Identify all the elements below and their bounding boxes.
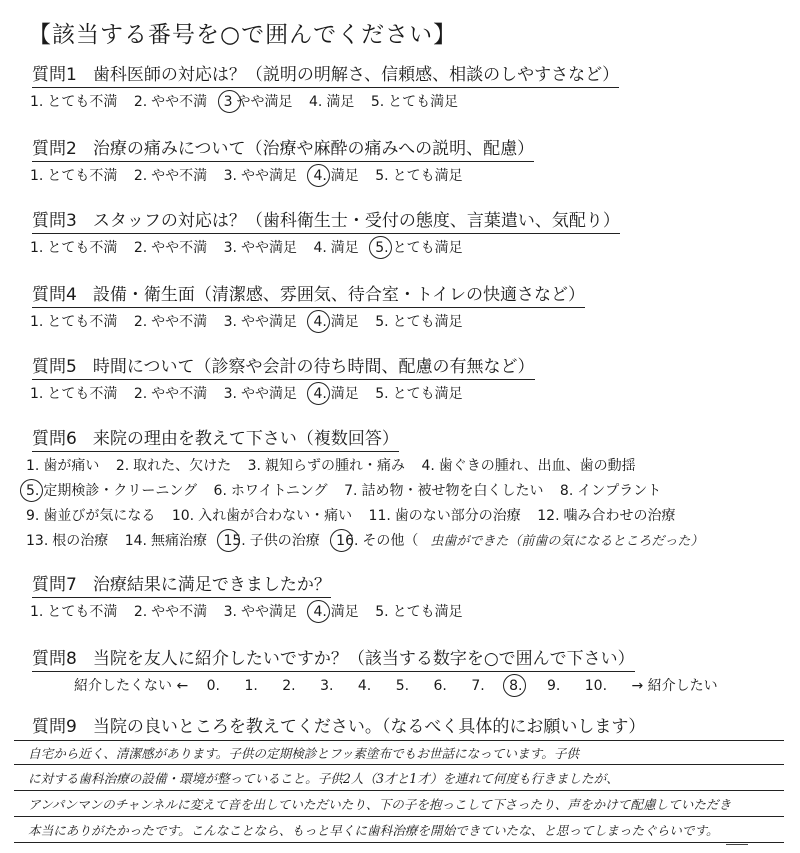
q4-option-4-selected[interactable]: 4. 満足 [313, 314, 359, 330]
q6-item-13[interactable]: 13. 根の治療 [26, 533, 109, 549]
question-7-options [30, 602, 475, 622]
q6-item-2[interactable]: 2. 取れた、欠けた [115, 458, 232, 474]
question-5-heading [32, 356, 535, 380]
question-6-heading [32, 428, 399, 452]
question-1-number: 質問1 [32, 65, 77, 85]
question-5-options [30, 384, 475, 404]
question-7-heading [32, 574, 331, 598]
q6-row-2 [26, 481, 673, 501]
q8-score-2[interactable]: 2. [282, 678, 296, 694]
q6-item-5-selected[interactable]: 5. 定期検診・クリーニング [26, 483, 198, 499]
q7-option-4-selected[interactable]: 4. 満足 [313, 604, 359, 620]
q3-option-4[interactable]: 4. 満足 [313, 240, 359, 256]
question-6-text: 来院の理由を教えて下さい（複数回答） [92, 429, 399, 449]
q2-option-3[interactable]: 3. やや満足 [223, 168, 297, 184]
q1-option-2[interactable]: 2. やや不満 [133, 94, 208, 110]
q6-item-6[interactable]: 6. ホワイトニング [213, 483, 328, 499]
q6-item-7[interactable]: 7. 詰め物・被せ物を白くしたい [344, 483, 544, 499]
q7-option-2[interactable]: 2. やや不満 [133, 604, 208, 620]
q6-item-12[interactable]: 12. 噛み合わせの治療 [537, 508, 676, 524]
q6-row-3 [26, 506, 688, 526]
q8-score-5[interactable]: 5. [395, 678, 410, 694]
q7-option-5[interactable]: 5. とても満足 [375, 604, 463, 620]
q2-option-5[interactable]: 5. とても満足 [375, 168, 463, 184]
question-7-number: 質問7 [32, 575, 77, 595]
q5-option-2[interactable]: 2. やや不満 [133, 386, 208, 402]
q6-other-handwritten: 虫歯ができた（前歯の気になるところだった） [430, 534, 704, 549]
question-4-heading [32, 284, 585, 308]
question-3-number: 質問3 [32, 211, 77, 231]
q5-option-3[interactable]: 3. やや満足 [223, 386, 297, 402]
question-1-options [30, 92, 470, 112]
q8-score-3[interactable]: 3. [320, 678, 334, 694]
q8-score-10[interactable]: 10. [584, 678, 608, 694]
q4-option-2[interactable]: 2. やや不満 [133, 314, 208, 330]
q2-option-4-selected[interactable]: 4. 満足 [313, 168, 359, 184]
question-2-number: 質問2 [32, 139, 77, 159]
q8-left-label: 紹介したくない ← [74, 678, 189, 694]
q1-option-5[interactable]: 5. とても満足 [370, 94, 459, 110]
q6-item-15-selected[interactable]: 15. 子供の治療 [223, 533, 320, 549]
q6-item-14[interactable]: 14. 無痛治療 [124, 533, 207, 549]
q9-comment-line-4: 本当にありがたかったです。こんなことなら、もっと早くに歯科治療を開始できていたな、と思ってしまったぐらいです。 [14, 818, 784, 843]
pen-mark [726, 844, 748, 851]
q6-item-11[interactable]: 11. 歯のない部分の治療 [368, 508, 521, 524]
q4-option-1[interactable]: 1. とても不満 [30, 314, 118, 330]
q5-option-1[interactable]: 1. とても不満 [30, 386, 118, 402]
question-9-number: 質問9 [32, 717, 77, 737]
q2-option-2[interactable]: 2. やや不満 [133, 168, 208, 184]
q9-comment-line-1: 自宅から近く、清潔感があります。子供の定期検診とフッ素塗布でもお世話になっています。子供 [14, 740, 784, 765]
q8-scale [74, 676, 718, 696]
q6-item-10[interactable]: 10. 入れ歯が合わない・痛い [171, 508, 353, 524]
question-9-text: 当院の良いところを教えてください。（なるべく具体的にお願いします） [92, 717, 646, 737]
q5-option-4-selected[interactable]: 4. 満足 [313, 386, 359, 402]
page-title: 【該当する番号を○で囲んでください】 [28, 22, 458, 48]
q8-right-label: → 紹介したい [631, 678, 718, 694]
question-3-options [30, 238, 475, 258]
q8-score-9[interactable]: 9. [546, 678, 561, 694]
q1-option-3-selected[interactable]: 3 やや満足 [223, 94, 293, 110]
q3-option-1[interactable]: 1. とても不満 [30, 240, 118, 256]
question-2-heading [32, 138, 534, 162]
q8-score-6[interactable]: 6. [433, 678, 447, 694]
q8-score-1[interactable]: 1. [244, 678, 258, 694]
q7-option-3[interactable]: 3. やや満足 [223, 604, 297, 620]
question-8-text: 当院を友人に紹介したいですか？（該当する数字を○で囲んで下さい） [92, 649, 635, 669]
question-9-heading [32, 716, 645, 739]
q6-item-1[interactable]: 1. 歯が痛い [26, 458, 100, 474]
question-1-text: 歯科医師の対応は？（説明の明解さ、信頼感、相談のしやすさなど） [92, 65, 620, 85]
question-1-heading [32, 64, 619, 88]
question-4-number: 質問4 [32, 285, 77, 305]
q6-item-3[interactable]: 3. 親知らずの腫れ・痛み [247, 458, 405, 474]
question-6-number: 質問6 [32, 429, 77, 449]
question-4-options [30, 312, 475, 332]
q3-option-3[interactable]: 3. やや満足 [223, 240, 297, 256]
q6-item-9[interactable]: 9. 歯並びが気になる [26, 508, 156, 524]
q4-option-3[interactable]: 3. やや満足 [223, 314, 297, 330]
q8-score-0[interactable]: 0. [206, 678, 220, 694]
q4-option-5[interactable]: 5. とても満足 [375, 314, 463, 330]
q1-option-1[interactable]: 1. とても不満 [30, 94, 118, 110]
q2-option-1[interactable]: 1. とても不満 [30, 168, 118, 184]
q6-row-1 [26, 456, 648, 476]
question-2-options [30, 166, 475, 186]
q5-option-5[interactable]: 5. とても満足 [375, 386, 463, 402]
q8-score-7[interactable]: 7. [471, 678, 485, 694]
question-5-text: 時間について（診察や会計の待ち時間、配慮の有無など） [92, 357, 535, 377]
q1-option-4[interactable]: 4. 満足 [309, 94, 355, 110]
question-3-heading [32, 210, 620, 234]
question-5-number: 質問5 [32, 357, 77, 377]
q6-item-8[interactable]: 8. インプラント [559, 483, 662, 499]
q6-row-4 [26, 531, 703, 552]
q3-option-5-selected[interactable]: 5. とても満足 [375, 240, 463, 256]
q7-option-1[interactable]: 1. とても不満 [30, 604, 118, 620]
q8-score-8-selected[interactable]: 8. [509, 678, 523, 694]
question-3-text: スタッフの対応は？（歯科衛生士・受付の態度、言葉遣い、気配り） [92, 211, 620, 231]
q6-item-4[interactable]: 4. 歯ぐきの腫れ、出血、歯の動揺 [421, 458, 636, 474]
q9-comment-line-3: アンパンマンのチャンネルに変えて音を出していただいたり、下の子を抱っこして下さったり、声をかけて配慮していただき [14, 792, 784, 817]
q9-comment-line-2: に対する歯科治療の設備・環境が整っていること。子供2人（3才と1才）を連れて何度も行きましたが、 [14, 766, 784, 791]
q9-comment-area[interactable] [14, 740, 784, 844]
question-2-text: 治療の痛みについて（治療や麻酔の痛みへの説明、配慮） [92, 139, 535, 159]
q6-item-16-selected[interactable]: 16. その他（ [336, 533, 419, 549]
q3-option-2[interactable]: 2. やや不満 [133, 240, 208, 256]
question-8-number: 質問8 [32, 649, 77, 669]
question-4-text: 設備・衛生面（清潔感、雰囲気、待合室・トイレの快適さなど） [92, 285, 585, 305]
question-7-text: 治療結果に満足できましたか？ [92, 575, 331, 595]
question-8-heading [32, 648, 635, 672]
q8-score-4[interactable]: 4. [357, 678, 372, 694]
